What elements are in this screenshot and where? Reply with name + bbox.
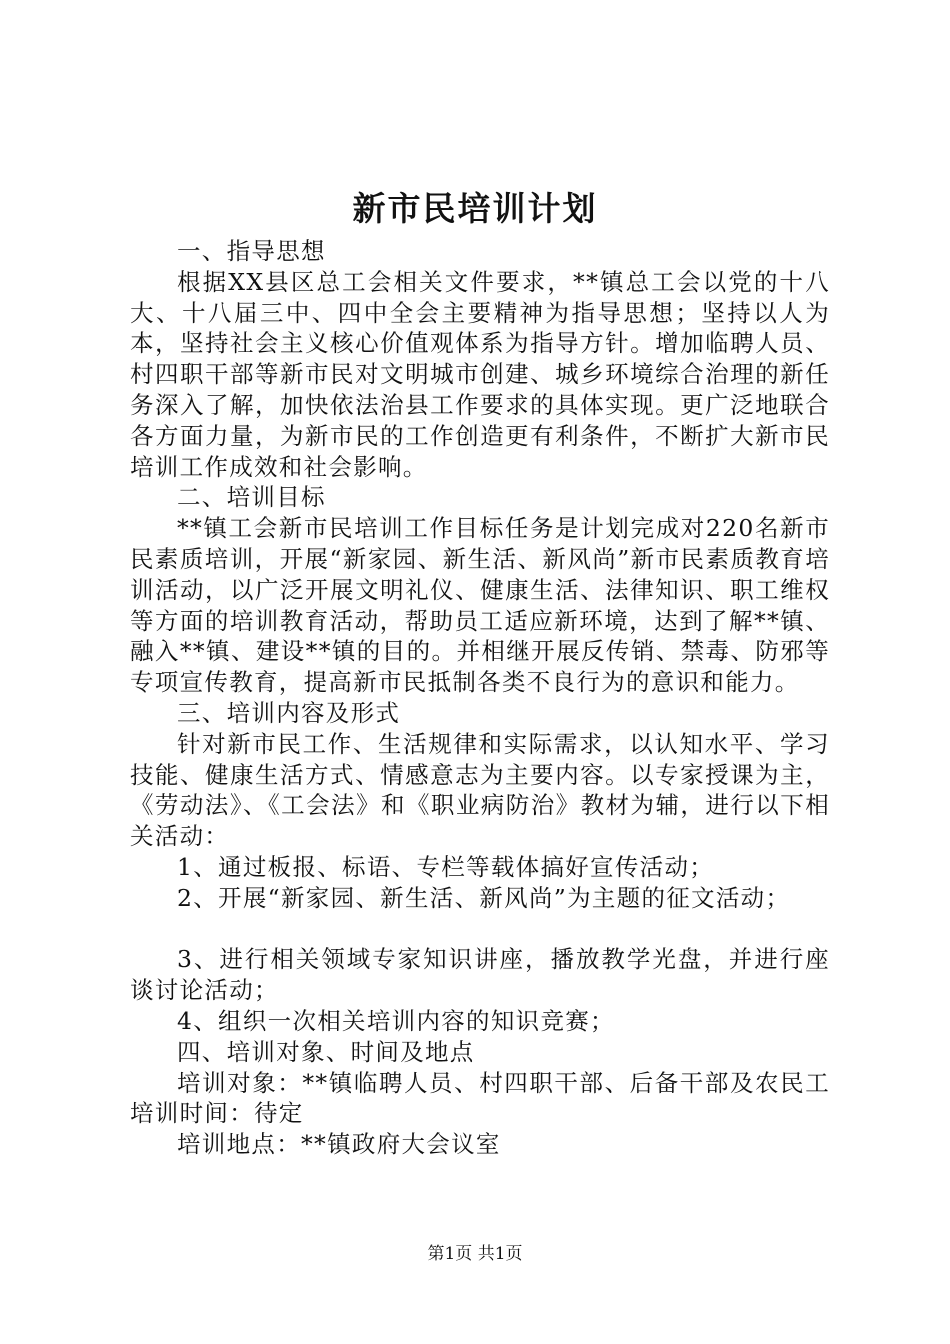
list-item: 3、进行相关领域专家知识讲座，播放教学光盘，并进行座谈讨论活动； xyxy=(130,945,830,1005)
list-item: 1、通过板报、标语、专栏等载体搞好宣传活动； xyxy=(177,852,715,881)
section-heading-training-content: 三、培训内容及形式 xyxy=(177,698,401,727)
paragraph-training-target: 培训对象：**镇临聘人员、村四职干部、后备干部及农民工培训时间：待定 xyxy=(130,1068,830,1128)
paragraph-training-goals: **镇工会新市民培训工作目标任务是计划完成对220名新市民素质培训，开展“新家园、新生活、新风尚”新市民素质教育培训活动，以广泛开展文明礼仪、健康生活、法律知识、职工维权等方面的培训教育活动，帮助员工适应新环境，达到了解**镇、融入**镇、建设**镇的目的。并相继开展反传销、禁毒、防邪等专项宣传教育，提高新市民抵制各类不良行为的意识和能力。 xyxy=(130,514,830,697)
page-footer: 第1页 共1页 xyxy=(427,1244,523,1264)
paragraph-training-location: 培训地点：**镇政府大会议室 xyxy=(177,1130,501,1159)
document-body xyxy=(130,236,830,1160)
document-title: 新市民培训计划 xyxy=(352,189,598,228)
list-item: 2、开展“新家园、新生活、新风尚”为主题的征文活动； xyxy=(177,883,791,912)
section-heading-guiding-ideology: 一、指导思想 xyxy=(177,237,326,265)
paragraph-guiding-ideology: 根据XX县区总工会相关文件要求，**镇总工会以党的十八大、十八届三中、四中全会主要精神为指导思想；坚持以人为本，坚持社会主义核心价值观体系为指导方针。增加临聘人员、村四职干部等新市民对文明城市创建、城乡环境综合治理的新任务深入了解，加快依法治县工作要求的具体实现。更广泛地联合各方面力量，为新市民的工作创造更有利条件，不断扩大新市民培训工作成效和社会影响。 xyxy=(130,267,830,481)
blank-line xyxy=(130,914,830,945)
list-item: 4、组织一次相关培训内容的知识竞赛； xyxy=(177,1006,615,1035)
section-heading-target-time-location: 四、培训对象、时间及地点 xyxy=(177,1037,475,1066)
paragraph-training-content: 针对新市民工作、生活规律和实际需求，以认知水平、学习技能、健康生活方式、情感意志为主要内容。以专家授课为主，《劳动法》、《工会法》和《职业病防治》教材为辅，进行以下相关活动： xyxy=(130,729,830,851)
section-heading-training-goals: 二、培训目标 xyxy=(177,483,326,512)
